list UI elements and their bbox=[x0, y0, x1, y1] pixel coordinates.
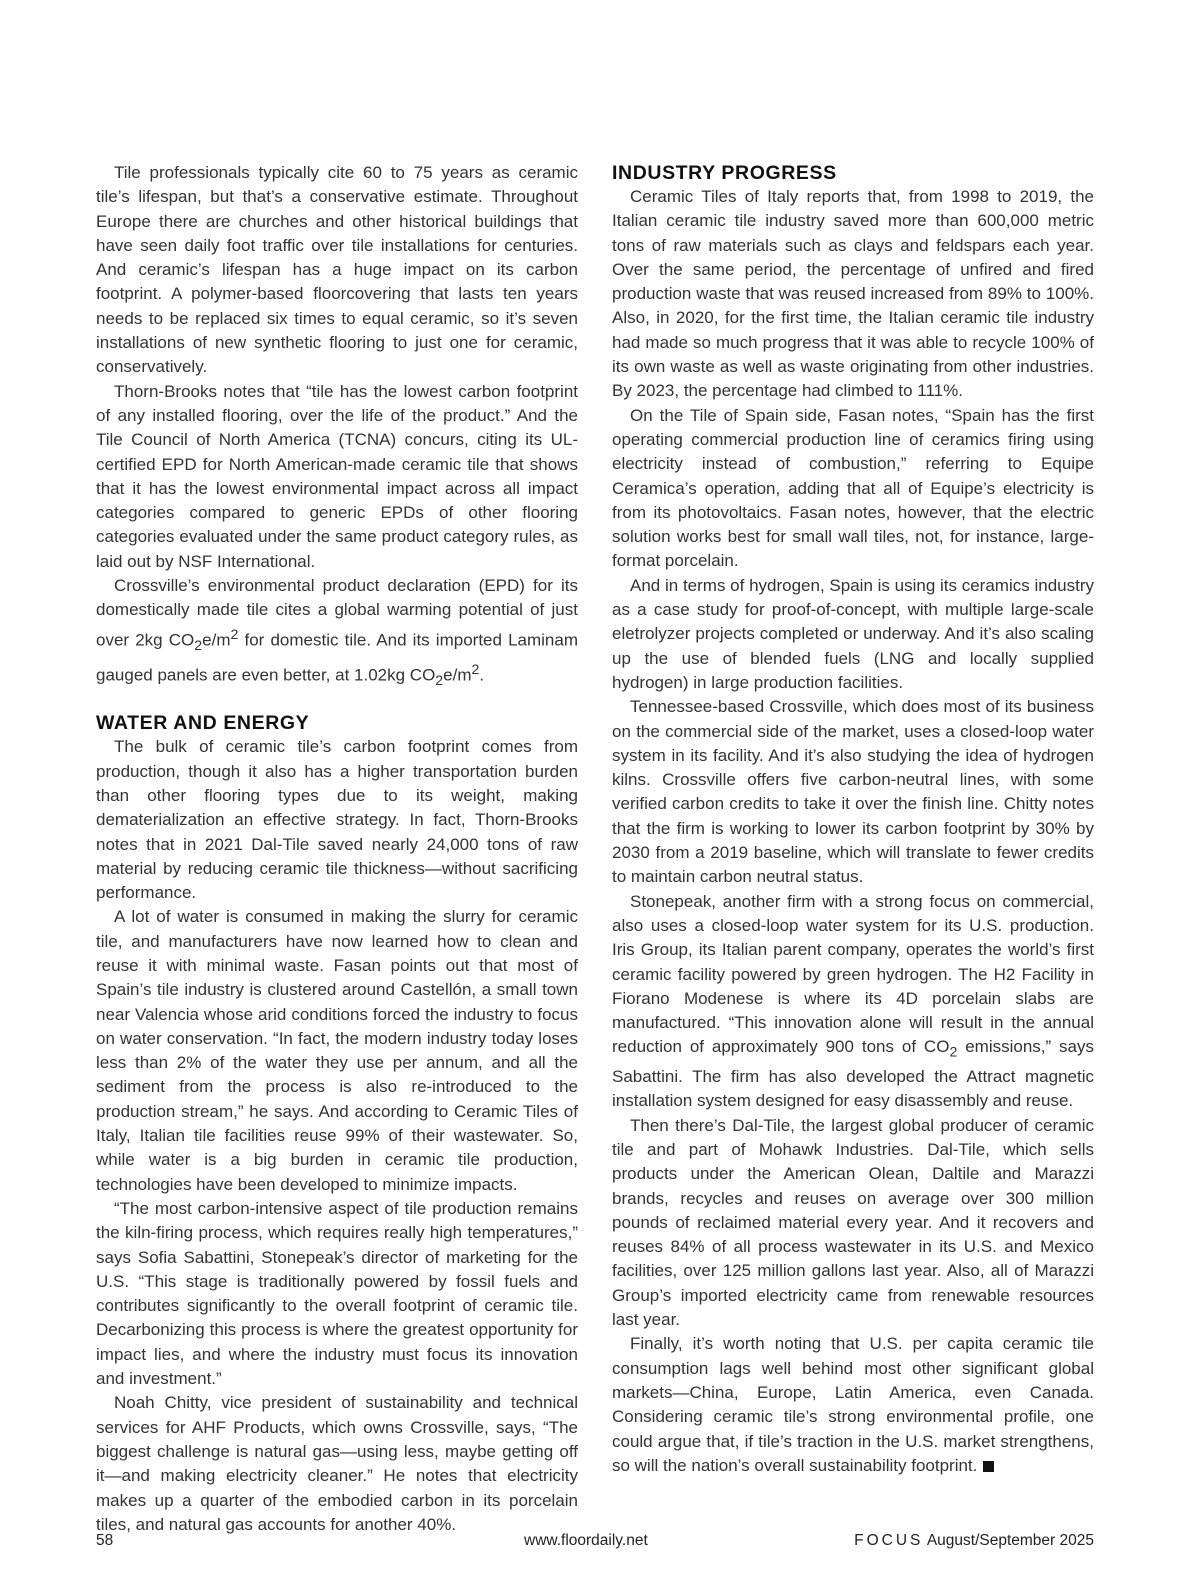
paragraph: The bulk of ceramic tile’s carbon footprint comes from production, though it also has a higher transportation burden than other flooring types due to its weight, making dematerialization an effective strategy. In fact, Thorn-Brooks notes that in 2021 Dal-Tile saved nearly 24,000 tons of raw material by reducing ceramic tile thickness—without sacrificing performance. bbox=[96, 737, 578, 903]
left-column bbox=[96, 161, 578, 1537]
paragraph: Tile professionals typically cite 60 to 75 years as ceramic tile’s lifespan, but that’s a conservative estimate. Throughout Europe there are churches and other historical buildings that have seen daily foot traffic over tile installations for centuries. And ceramic’s lifespan has a huge impact on its carbon footprint. A polymer-based floorcovering that lasts ten years needs to be replaced six times to equal ceramic, so it’s seven installations of new synthetic flooring to just one for ceramic, conservatively. bbox=[96, 163, 578, 377]
paragraph bbox=[612, 1332, 1094, 1478]
paragraph-text: e/m bbox=[202, 630, 231, 650]
paragraph-text: e/m bbox=[443, 665, 472, 685]
end-of-article-mark bbox=[983, 1461, 994, 1472]
section-heading-industry-progress: INDUSTRY PROGRESS bbox=[612, 162, 837, 184]
paragraph: A lot of water is consumed in making the slurry for ceramic tile, and manufacturers have now learned how to clean and reuse it with minimal waste. Fasan points out that most of Spain’s tile industry is clustered around Castellón, a small town near Valencia whose arid conditions forced the industry to focus on water conservation. “In fact, the modern industry today loses less than 2% of the water they use per annum, and all the sediment from the process is also re-introduced to the production stream,” he says. And according to Ceramic Tiles of Italy, Italian tile facilities reuse 99% of their wastewater. So, while water is a big burden in ceramic tile production, technologies have been developed to minimize impacts. bbox=[96, 907, 578, 1194]
magazine-name: FOCUS bbox=[854, 1532, 924, 1549]
paragraph: Ceramic Tiles of Italy reports that, from 1998 to 2019, the Italian ceramic tile industry saved more than 600,000 metric tons of raw materials such as clays and feldspars each year. Over the same period, the percentage of unfired and fired production waste that was reused increased from 89% to 100%. Also, in 2020, for the first time, the Italian ceramic tile industry had made so much progress that it was able to recycle 100% of its own waste as well as waste originating from other industries. By 2023, the percentage had climbed to 111%. bbox=[612, 187, 1094, 401]
page-number: 58 bbox=[96, 1532, 114, 1549]
paragraph-text: Stonepeak, another firm with a strong focus on commercial, also uses a closed-loop water system for its U.S. production. Iris Group, its Italian parent company, operates the world’s first ceramic facility powered by green hydrogen. The H2 Facility in Fiorano Modenese is where its 4D porcelain slabs are manufactured. “This innovation alone will result in the annual reduction of approximately 900 tons of CO bbox=[612, 891, 1094, 1057]
section-heading-water-energy: WATER AND ENERGY bbox=[96, 712, 310, 735]
paragraph: On the Tile of Spain side, Fasan notes, “Spain has the first operating commercial production line of ceramics firing using electricity instead of combustion,” referring to Equipe Ceramica’s operation, adding that all of Equipe’s electricity is from its photovoltaics. Fasan notes, however, that the electric solution works best for small wall tiles, not, for instance, large-format porcelain. bbox=[612, 405, 1094, 571]
paragraph: Noah Chitty, vice president of sustainability and technical services for AHF Products, which owns Crossville, says, “The biggest challenge is natural gas—using less, maybe getting off it—and making electricity cleaner.” He notes that electricity makes up a quarter of the embodied carbon in its porcelain tiles, and natural gas accounts for another 40%. bbox=[96, 1393, 578, 1534]
paragraph: Tennessee-based Crossville, which does most of its business on the commercial side of the market, uses a closed-loop water system in its facility. And it’s also studying the idea of hydrogen kilns. Crossville offers five carbon-neutral lines, with some verified carbon credits to take it over the finish line. Chitty notes that the firm is working to lower its carbon footprint by 30% by 2030 from a 2019 baseline, which will translate to fewer credits to maintain carbon neutral status. bbox=[612, 697, 1094, 887]
paragraph-text: emissions,” says Sabattini. The firm has also developed the Attract magnetic installation system designed for easy disassembly and reuse. bbox=[612, 1037, 1095, 1111]
paragraph-text: Crossville’s environmental product declaration (EPD) for its domestically made tile cites a global warming potential of just over 2kg CO bbox=[96, 576, 578, 650]
subscript: 2 bbox=[435, 673, 444, 690]
issue-date: August/September 2025 bbox=[926, 1532, 1094, 1549]
paragraph-text: Finally, it’s worth noting that U.S. per capita ceramic tile consumption lags well behind most other significant global markets—China, Europe, Latin America, even Canada. Considering ceramic tile’s strong environmental profile, one could argue that, if tile’s traction in the U.S. market strengthens, so will the nation’s overall sustainability footprint. bbox=[612, 1334, 1094, 1475]
paragraph: Then there’s Dal-Tile, the largest global producer of ceramic tile and part of Mohawk Industries. Dal-Tile, which sells products under the American Olean, Daltile and Marazzi brands, recycles and reuses on average over 300 million pounds of reclaimed material every year. And it recovers and reuses 84% of all process wastewater in its U.S. and Mexico facilities, over 125 million gallons last year. Also, all of Marazzi Group’s imported electricity came from renewable resources last year. bbox=[612, 1115, 1094, 1330]
subscript: 2 bbox=[949, 1044, 958, 1061]
paragraph bbox=[96, 574, 578, 693]
paragraph: “The most carbon-intensive aspect of tile production remains the kiln-firing process, which requires really high temperatures,” says Sofia Sabattini, Stonepeak’s director of marketing for the U.S. “This stage is traditionally powered by fossil fuels and contributes significantly to the overall footprint of ceramic tile. Decarbonizing this process is where the greatest opportunity for impact lies, and where the industry must focus its innovation and investment.” bbox=[96, 1198, 578, 1389]
paragraph: Thorn-Brooks notes that “tile has the lowest carbon footprint of any installed flooring, over the life of the product.” And the Tile Council of North America (TCNA) concurs, citing its UL-certified EPD for North American-made ceramic tile that shows that it has the lowest environmental impact across all impact categories compared to generic EPDs of other flooring categories evaluated under the same product category rules, as laid out by NSF International. bbox=[96, 381, 578, 571]
magazine-issue bbox=[854, 1532, 1094, 1550]
paragraph-text: . bbox=[479, 665, 485, 685]
superscript: 2 bbox=[230, 626, 239, 643]
paragraph: And in terms of hydrogen, Spain is using its ceramics industry as a case study for proof-of-concept, with multiple large-scale eletrolyzer projects completed or underway. And it’s also scaling up the use of blended fuels (LNG and locally supplied hydrogen) in large production facilities. bbox=[612, 575, 1094, 692]
website-link[interactable]: www.floordaily.net bbox=[524, 1532, 648, 1549]
subscript: 2 bbox=[194, 637, 203, 654]
superscript: 2 bbox=[471, 661, 480, 678]
right-column bbox=[612, 161, 1094, 1478]
paragraph-text: for domestic tile. And its imported Laminam gauged panels are even better, at 1.02kg CO bbox=[96, 630, 579, 685]
page-footer bbox=[96, 1532, 1094, 1554]
paragraph bbox=[612, 890, 1094, 1114]
